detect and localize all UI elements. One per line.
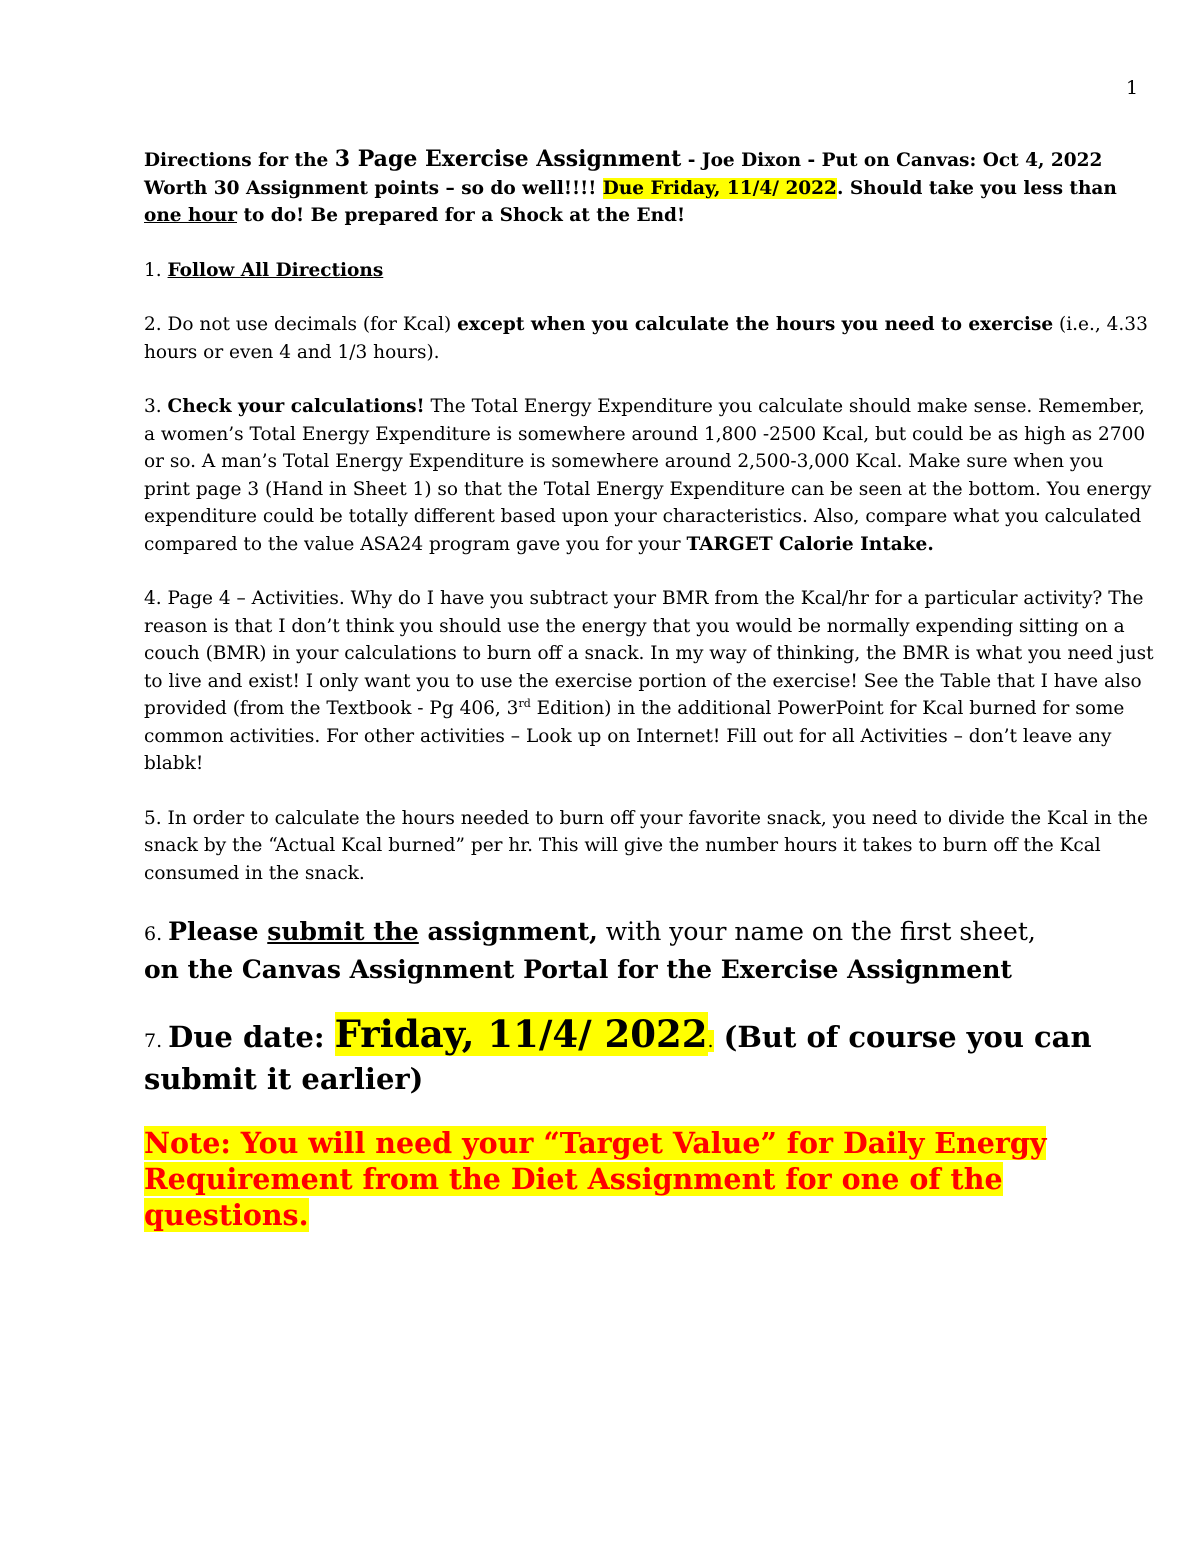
item-3-target: TARGET Calorie Intake.	[686, 533, 934, 555]
header-due-date: Due Friday, 11/4/ 2022	[602, 177, 837, 199]
page-number: 1	[1126, 77, 1139, 99]
note-text: Note: You will need your “Target Value” for Daily Energy Requirement from the Diet Assignment for one of the questions.	[144, 1126, 1047, 1232]
item-3	[144, 393, 1154, 558]
item-4-text-b: Edition) in the additional PowerPoint for Kcal burned for some common activities. For other activities – Look up on Internet! Fill out for all Activities – don’t leave any blabk!	[144, 698, 1125, 774]
item-4	[144, 585, 1154, 778]
item-1-number: 1.	[144, 259, 168, 281]
item-5-number: 5.	[144, 807, 168, 829]
item-2-number: 2.	[144, 314, 168, 335]
item-7-number: 7.	[144, 1030, 169, 1052]
item-4-superscript: rd	[518, 696, 531, 710]
item-1-text: Follow All Directions	[167, 259, 384, 281]
item-3-text: The Total Energy Expenditure you calculate should make sense. Remember, a women’s Total Energy Expenditure is somewhere around 1,800 -2500 Kcal, but could be as high as 2700 or so. A man’s Total Energy Expenditure is somewhere around 2,500-3,000 Kcal. Make sure when you print page 3 (Hand in Sheet 1) so that the Total Energy Expenditure can be seen at the bottom. You energy expenditure could be totally different based upon your characteristics. Also, compare what you calculated compared to the value ASA24 program gave you for your	[144, 396, 1152, 555]
item-6-number: 6.	[144, 923, 169, 945]
header-text: Directions for the	[144, 150, 335, 171]
document-body	[144, 146, 1154, 1260]
item-2-text-c: (i.e., 4.33 hours or even 4 and 1/3 hours).	[144, 314, 1148, 363]
header-points: Worth 30 Assignment points – so do well!!!!	[144, 177, 603, 199]
item-5	[144, 805, 1154, 888]
header-time-text: . Should take you less than	[836, 177, 1117, 199]
item-7-period: .	[707, 1030, 714, 1052]
item-2-text-a: Do not use decimals (for Kcal)	[167, 314, 458, 335]
item-6-please: Please	[168, 917, 268, 946]
item-7-due-date: Friday, 11/4/ 2022	[334, 1012, 708, 1056]
item-6-name-text: with your name on the first sheet,	[597, 917, 1036, 946]
item-3-number: 3.	[144, 396, 168, 417]
item-7-earlier: (But of course you can submit it earlier)	[144, 1020, 1092, 1096]
item-6	[144, 914, 1154, 988]
item-3-heading: Check your calculations!	[167, 396, 425, 417]
header-assignment-title: 3 Page Exercise Assignment	[334, 146, 682, 172]
item-4-number: 4.	[144, 588, 168, 609]
item-6-submit: submit the	[267, 917, 419, 946]
item-7-label: Due date:	[168, 1020, 335, 1054]
item-1	[144, 257, 1154, 285]
item-2-text-bold: except when you calculate the hours you need to exercise	[457, 314, 1054, 335]
item-4-text-a: Page 4 – Activities. Why do I have you subtract your BMR from the Kcal/hr for a particular activity? The reason is that I don’t think you should use the energy that you would be normally expending sitting on a couch (BMR) in your calculations to burn off a snack. In my way of thinking, the BMR is what you need just to live and exist! I only want you to use the exercise portion of the exercise! See the Table that I have also provided (from the Textbook - Pg 406, 3	[144, 588, 1154, 719]
item-6-portal: on the Canvas Assignment Portal for the Exercise Assignment	[144, 955, 1012, 984]
assignment-header	[144, 146, 1154, 230]
header-author-date: - Joe Dixon - Put on Canvas: Oct 4, 2022	[681, 150, 1103, 171]
header-shock-text: to do! Be prepared for a Shock at the End!	[237, 205, 686, 226]
item-6-assignment: assignment,	[418, 917, 598, 946]
item-5-text: In order to calculate the hours needed to burn off your favorite snack, you need to divide the Kcal in the snack by the “Actual Kcal burned” per hr. This will give the number hours it takes to burn off the Kcal consumed in the snack.	[144, 807, 1148, 884]
note	[144, 1125, 1154, 1233]
item-7	[144, 1012, 1154, 1098]
header-one-hour: one hour	[144, 205, 237, 226]
item-2	[144, 311, 1154, 366]
